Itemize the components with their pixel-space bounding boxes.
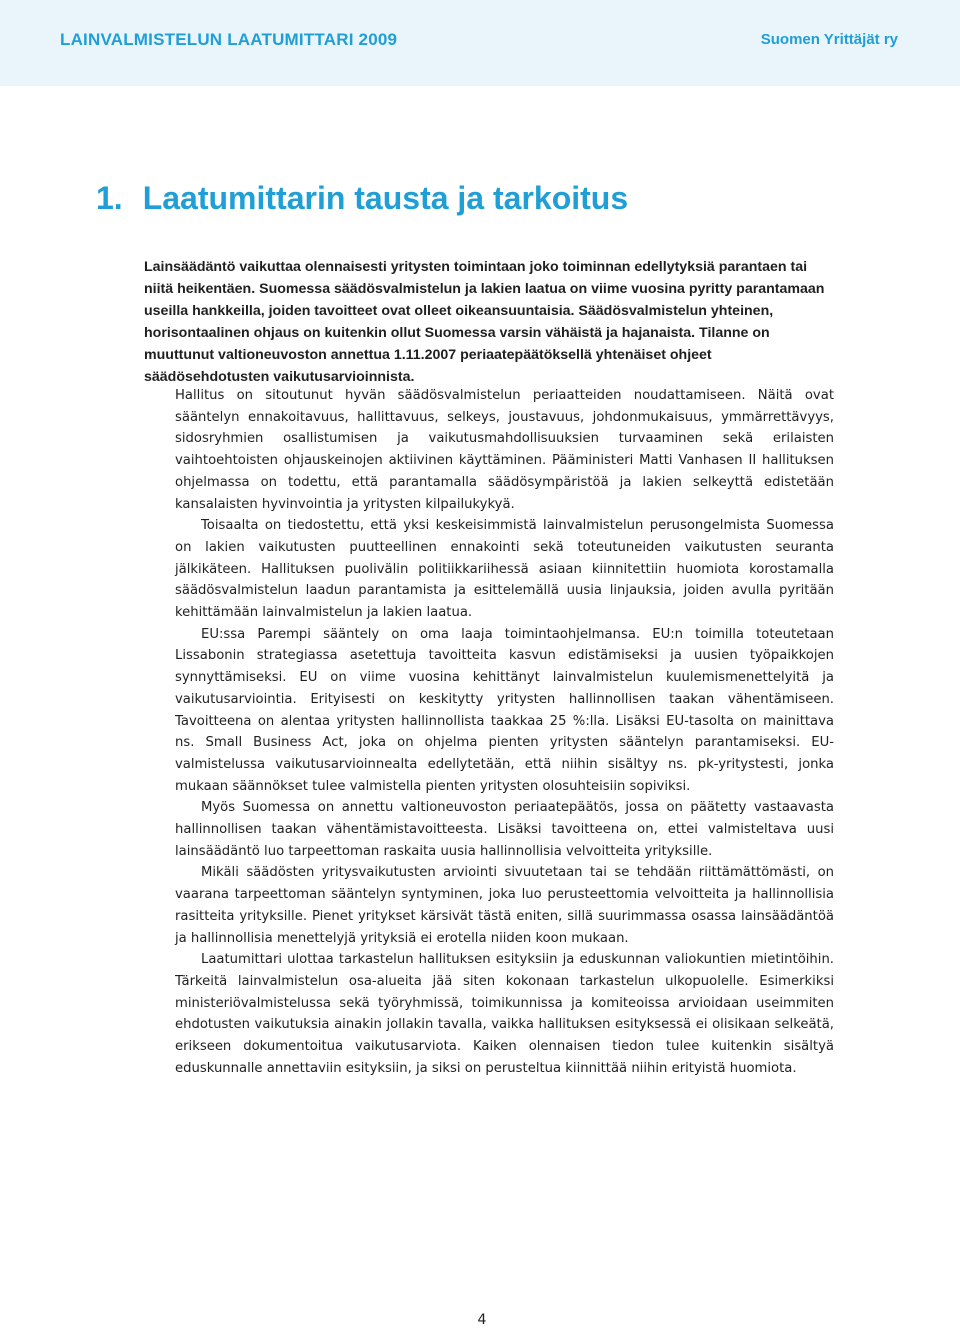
section-title: Laatumittarin tausta ja tarkoitus [142,180,629,216]
body-paragraph: Hallitus on sitoutunut hyvän säädösvalmistelun periaatteiden noudattamiseen. Näitä ovat sääntelyn ennakoitavuus, hallittavuus, selkeys, joustavuus, johdonmukaisuus, ymmärrettävyys, sidosryhmien osallistumisen ja vaikutusmahdollisuuksien turvaaminen sekä erilaisten vaihtoehtoisten ohjauskeinojen aktiivinen käyttäminen. Pääministeri Matti Vanhasen II hallituksen ohjelmassa on todettu, että parantamalla säädösympäristöä ja lakien selkeyttä edistetään kansalaisten hyvinvointia ja yritysten kilpailukykyä. [175,388,834,512]
page-number [0,1312,960,1328]
body-text [175,385,834,1080]
lead-paragraph: Lainsäädäntö vaikuttaa olennaisesti yritysten toimintaan joko toiminnan edellytyksiä parantaen tai niitä heikentäen. Suomessa säädösvalmistelun ja lakien laatua on viime vuosina pyritty parantamaan useilla hankkeilla, joiden tavoitteet ovat olleet oikeansuuntaisia. Säädösvalmistelun yhteinen, horisontaalinen ohjaus on kuitenkin ollut Suomessa varsin vähäistä ja hajanaista. Tilanne on muuttunut valtioneuvoston annettua 1.11.2007 periaatepäätöksellä yhtenäiset ohjeet säädösehdotusten vaikutusarvioinnista. [144,259,825,385]
body-paragraph: Mikäli säädösten yritysvaikutusten arviointi sivuutetaan tai se tehdään riittämättömästi, on vaarana tarpeettoman sääntelyn syntyminen, joka luo perusteettomia velvoitteita ja hallinnollisia rasitteita yrityksille. Pienet yritykset kärsivät tästä eniten, sillä suurimmassa osassa lainsäädäntöä ja hallinnollisia menettelyjä yrityksiä ei erotella niiden koon mukaan. [175,865,834,946]
organization-name: Suomen Yrittäjät ry [760,31,898,48]
page-number-text: 4 [477,1312,487,1328]
body-paragraph: Toisaalta on tiedostettu, että yksi keskeisimmistä lainvalmistelun perusongelmista Suomessa on lakien vaikutusten puutteellinen ennakointi sekä toteutuneiden vaikutusten seuranta jälkikäteen. Hallituksen puolivälin politiikkariihessä asiaan kiinnitettiin huomiota korostamalla säädösvalmistelun laadun parantamista ja esittelemällä uusia linjauksia, joiden avulla pyritään kehittämään lainvalmistelun ja lakien laatua. [175,518,834,621]
body-paragraph: Laatumittari ulottaa tarkastelun hallituksen esityksiin ja eduskunnan valiokuntien mietintöihin. Tärkeitä lainvalmistelun osa-alueita jää siten kokonaan tarkastelun ulkopuolelle. Esimerkiksi ministeriövalmistelussa sekä työryhmissä, toimikunnissa ja komiteoissa arvioidaan useimmiten ehdotusten vaikutuksia ainakin jollakin tavalla, vaikka hallituksen esityksessä ei olisikaan selkeätä, erikseen dokumentoitua vaikutusarviota. Kaiken olennaisen tiedon tulee kuitenkin sisältyä eduskunnalle annettaviin esityksiin, ja siksi on perusteltua kiinnittää niihin erityistä huomiota. [175,952,834,1076]
body-paragraph: EU:ssa Parempi sääntely on oma laaja toimintaohjelmansa. EU:n toimilla toteutetaan Lissabonin strategiassa asetettuja tavoitteita kasvun edistämiseksi ja uusien työpaikkojen synnyttämiseksi. EU on viime vuosina kehittänyt lainvalmistelun kuulemismenettelyitä ja vaikutusarviointia. Erityisesti on keskitytty yritysten hallinnollisen taakan vähentämiseen. Tavoitteena on alentaa yritysten hallinnollista taakkaa 25 %:lla. Lisäksi EU-tasolta on mainittava ns. Small Business Act, joka on ohjelma pienten yritysten sääntelyn parantamiseksi. EU-valmistelussa vaikutusarvioinnealta edellytetään, että niihin sisältyy ns. pk-yritystesti, jonka mukaan säännökset tulee valmistella pienten yritysten olosuhteisiin sopiviksi. [175,626,834,794]
document-title: LAINVALMISTELUN LAATUMITTARI 2009 [60,30,398,49]
section-heading [96,180,628,217]
body-paragraph: Myös Suomessa on annettu valtioneuvoston periaatepäätös, jossa on päätetty vastaavasta hallinnollisen taakan vähentämistavoitteesta. Lisäksi tavoitteena on, ettei valmisteltava uusi lainsäädäntö luo tarpeettoman raskaita uusia hallinnollisia velvoitteita yrityksille. [175,800,834,859]
section-number: 1. [96,180,123,216]
